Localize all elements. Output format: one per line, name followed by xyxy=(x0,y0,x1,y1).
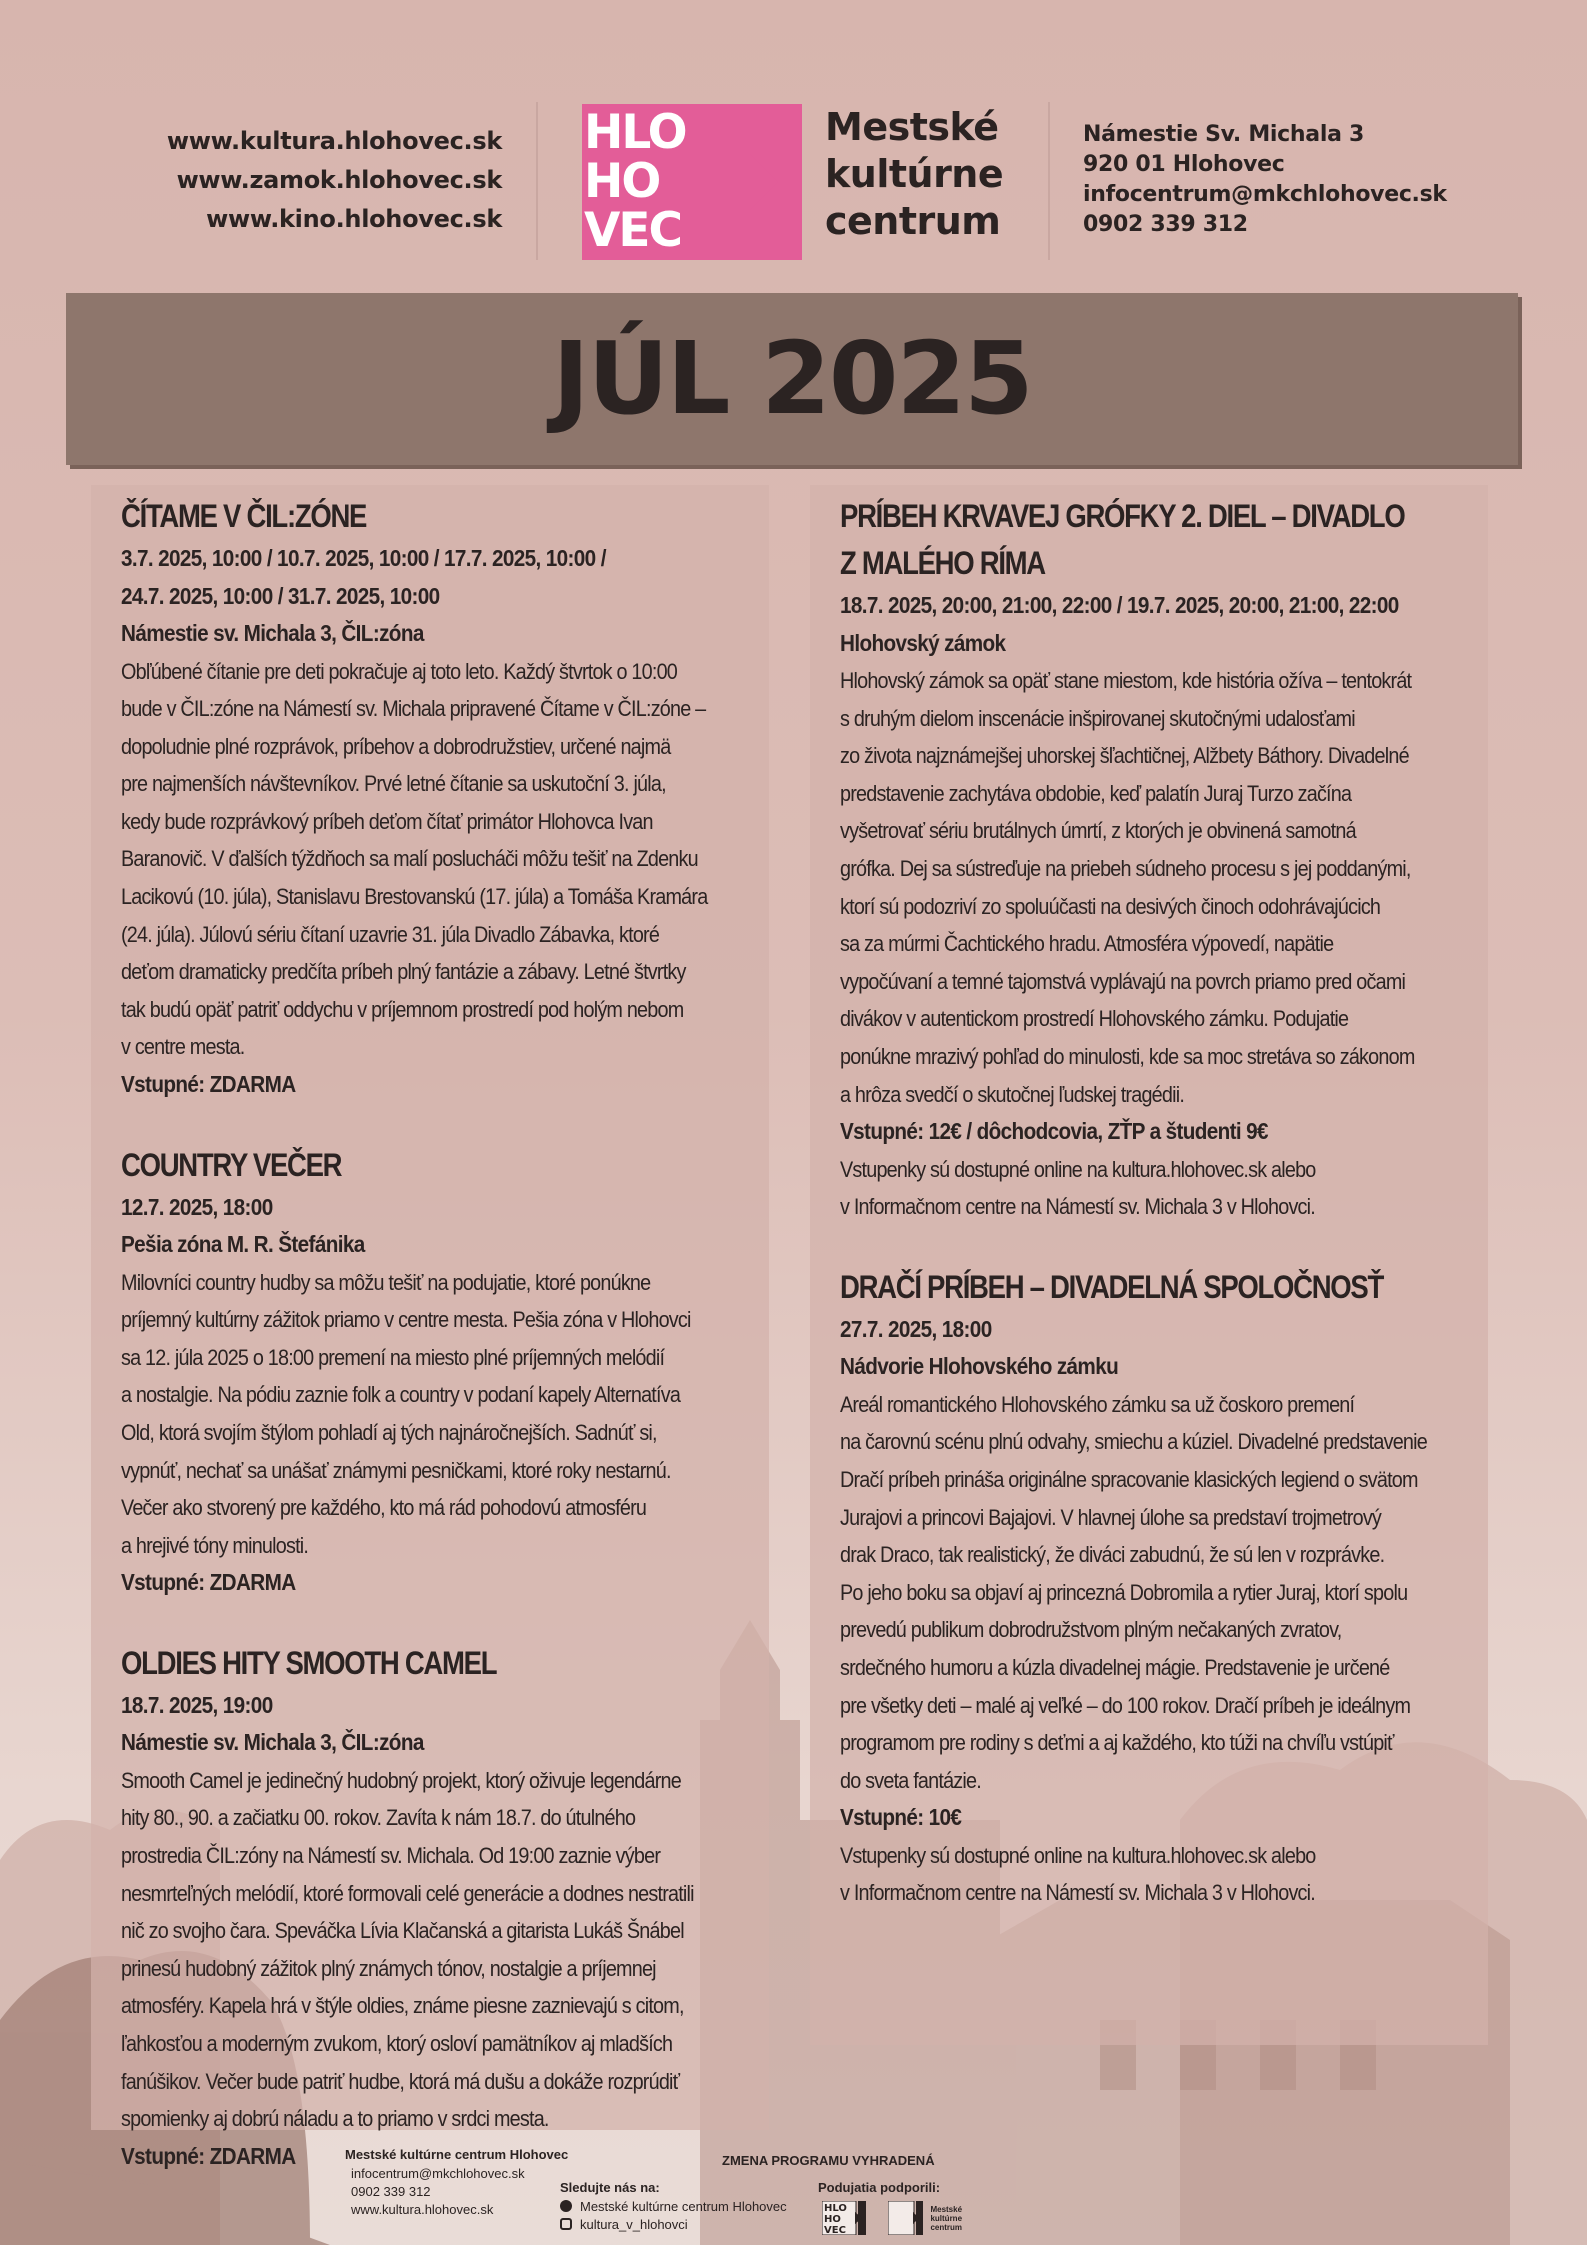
event-block xyxy=(121,493,751,1104)
footer-phone: 0902 339 312 xyxy=(351,2184,431,2199)
description-line: tak budú opäť patriť oddychu v príjemnom prostredí pod holým nebom xyxy=(121,996,684,1022)
footer-support xyxy=(818,2178,940,2198)
support-label: Podujatia podporili: xyxy=(818,2180,941,2195)
description-line: ponúkne mrazivý pohľad do minulosti, kde sa moc stretáva so zákonom xyxy=(840,1043,1415,1069)
left-events xyxy=(121,493,751,2213)
mini-logo-name-3: centrum xyxy=(930,2222,963,2232)
description-line: pre najmenších návštevníkov. Prvé letné čítanie sa uskutoční 3. júla, xyxy=(121,771,666,797)
description-line: a hrôza svedčí o skutočnej ľudskej tragédii. xyxy=(840,1081,1185,1107)
description-line: a nostalgie. Na pódiu zaznie folk a country v podaní kapely Alternatíva xyxy=(121,1382,681,1408)
logo-line-2: HO xyxy=(584,154,660,209)
ticket-note-line: v Informačnom centre na Námestí sv. Michala 3 v Hlohovci. xyxy=(840,1880,1315,1906)
event-date: 24.7. 2025, 10:00 / 31.7. 2025, 10:00 xyxy=(121,582,440,609)
description-line: Old, ktorá svojím štýlom pohladí aj tých najnáročnejších. Sadnúť si, xyxy=(121,1419,657,1445)
change-notice-text: ZMENA PROGRAMU VYHRADENÁ xyxy=(722,2153,935,2168)
footer-facebook[interactable] xyxy=(560,2198,787,2216)
description-line: a hrejivé tóny minulosti. xyxy=(121,1532,309,1558)
description-line: prevedú publikum dobrodružstvom plným nečakaných zvratov, xyxy=(840,1617,1342,1643)
mini-logo-text-2: HO xyxy=(824,2214,841,2225)
event-title: DRAČÍ PRÍBEH – DIVADELNÁ SPOLOČNOSŤ xyxy=(840,1268,1384,1305)
footer-social xyxy=(560,2178,787,2234)
right-column xyxy=(810,485,1488,2045)
ticket-note-line: Vstupenky sú dostupné online na kultura.hlohovec.sk alebo xyxy=(840,1842,1316,1868)
event-place: Nádvorie Hlohovského zámku xyxy=(840,1353,1119,1380)
header xyxy=(0,60,1587,280)
center-name xyxy=(825,104,1003,245)
description-line: bude v ČIL:zóne na Námestí sv. Michala pripravené Čítame v ČIL:zóne – xyxy=(121,696,706,722)
mini-logo-mark xyxy=(822,2201,874,2235)
center-name-line-2: kultúrne xyxy=(825,152,1004,196)
footer-change-notice xyxy=(722,2151,935,2171)
footer-mini-logos xyxy=(822,2201,972,2240)
description-line: na čarovnú scénu plnú odvahy, smiechu a kúziel. Divadelné predstavenie xyxy=(840,1429,1427,1455)
logo-text xyxy=(584,105,686,258)
description-line: vypočúvaní a temné tajomstvá vyplávajú na povrch priamo pred očami xyxy=(840,968,1406,994)
mini-logo-text-3: VEC xyxy=(824,2225,846,2235)
event-date: 12.7. 2025, 18:00 xyxy=(121,1193,273,1220)
event-title: OLDIES HITY SMOOTH CAMEL xyxy=(121,1644,497,1681)
description-line: pre všetky deti – malé aj veľké – do 100 rokov. Dračí príbeh je ideálnym xyxy=(840,1692,1411,1718)
website-links xyxy=(167,122,502,239)
description-line: Areál romantického Hlohovského zámku sa už čoskoro premení xyxy=(840,1391,1355,1417)
description-line: srdečného humoru a kúzla divadelnej mágie. Predstavenie je určené xyxy=(840,1654,1390,1680)
description-line: dopoludnie plné rozprávok, príbehov a dobrodružstiev, určené najmä xyxy=(121,733,671,759)
description-line: Smooth Camel je jedinečný hudobný projekt, ktorý oživuje legendárne xyxy=(121,1767,681,1793)
mini-logo-mark-2 xyxy=(888,2201,928,2235)
description-line: prinesú hudobný zážitok plný známych tónov, nostalgie a príjemnej xyxy=(121,1955,656,1981)
footer-email[interactable]: infocentrum@mkchlohovec.sk xyxy=(351,2166,525,2181)
event-price: Vstupné: 12€ / dôchodcovia, ZŤP a študenti 9€ xyxy=(840,1118,1268,1145)
hlohovec-logo xyxy=(582,104,802,262)
footer-web[interactable]: www.kultura.hlohovec.sk xyxy=(351,2202,494,2217)
ticket-note xyxy=(840,1151,1470,1226)
instagram-icon xyxy=(560,2218,572,2230)
event-place: Námestie sv. Michala 3, ČIL:zóna xyxy=(121,620,424,646)
description-line: vypnúť, nechať sa unášať známymi pesničkami, ktoré roky nestarnú. xyxy=(121,1457,671,1483)
description-line: spomienky aj dobrú náladu a to priamo v srdci mesta. xyxy=(121,2106,549,2132)
mini-logo-name-1: Mestské xyxy=(930,2204,963,2214)
logo-arrow-icon xyxy=(750,154,778,210)
event-place: Hlohovský zámok xyxy=(840,629,1006,656)
contact-city: 920 01 Hlohovec xyxy=(1083,152,1285,177)
mini-logo-name-2: kultúrne xyxy=(930,2213,963,2223)
description-line: zo života najznámejšej uhorskej šľachtičnej, Alžbety Báthory. Divadelné xyxy=(840,743,1409,769)
event-date: 27.7. 2025, 18:00 xyxy=(840,1315,992,1342)
description-line: Hlohovský zámok sa opäť stane miestom, kde história ožíva – tentokrát xyxy=(840,668,1412,693)
divider-right xyxy=(1048,102,1050,260)
event-description xyxy=(121,653,751,1067)
facebook-name: Mestské kultúrne centrum Hlohovec xyxy=(580,2199,787,2214)
description-line: fanúšikov. Večer bude patriť hudbe, ktorá má dušu a dokáže rozprúdiť xyxy=(121,2068,680,2094)
description-line: s druhým dielom inscenácie inšpirovanej skutočnými udalosťami xyxy=(840,705,1355,731)
description-line: vyšetrovať sériu brutálnych úmrtí, z ktorých je obvinená samotná xyxy=(840,818,1356,844)
description-line: Obľúbené čítanie pre deti pokračuje aj toto leto. Každý štvrtok o 10:00 xyxy=(121,658,678,684)
instagram-name: kultura_v_hlohovci xyxy=(580,2217,688,2232)
event-price: Vstupné: 10€ xyxy=(840,1804,962,1831)
footer-instagram[interactable] xyxy=(560,2216,787,2234)
contact-info xyxy=(1083,120,1447,240)
month-title: JÚL 2025 xyxy=(552,320,1032,437)
description-line: nič zo svojho čara. Speváčka Lívia Klačanská a gitarista Lukáš Šnábel xyxy=(121,1918,684,1944)
description-line: Milovníci country hudby sa môžu tešiť na podujatie, ktoré ponúkne xyxy=(121,1269,651,1295)
description-line: ktorí sú podozriví zo spoluúčasti na desivých činoch odohrávajúcich xyxy=(840,893,1381,919)
description-line: Lacikovú (10. júla), Stanislavu Brestovanskú (17. júla) a Tomáša Kramára xyxy=(121,884,708,910)
footer xyxy=(0,2145,1587,2245)
description-line: ľahkosťou a moderným zvukom, ktorý osloví pamätníkov aj mladších xyxy=(121,2030,673,2056)
description-line: Jurajovi a princovi Bajajovi. V hlavnej úlohe sa predstaví trojmetrový xyxy=(840,1504,1382,1530)
contact-address: Námestie Sv. Michala 3 xyxy=(1083,122,1364,147)
description-line: Baranovič. V ďalších týždňoch sa malí poslucháči môžu tešiť na Zdenku xyxy=(121,846,698,872)
description-line: hity 80., 90. a začiatku 00. rokov. Zavíta k nám 18.7. do útulného xyxy=(121,1805,636,1831)
center-name-line-1: Mestské xyxy=(825,105,999,149)
contact-phone: 0902 339 312 xyxy=(1083,212,1248,237)
description-line: Večer ako stvorený pre každého, kto má rád pohodovú atmosféru xyxy=(121,1495,647,1521)
event-block xyxy=(840,1264,1470,1912)
description-line: príjemný kultúrny zážitok priamo v centre mesta. Pešia zóna v Hlohovci xyxy=(121,1307,691,1333)
logo-line-3: VEC xyxy=(584,203,681,258)
footer-org-name: Mestské kultúrne centrum Hlohovec xyxy=(345,2147,569,2162)
center-name-line-3: centrum xyxy=(825,199,1001,243)
ticket-note xyxy=(840,1837,1470,1912)
description-line: programom pre rodiny s deťmi a aj každého, kto túži na chvíľu vstúpiť xyxy=(840,1730,1394,1756)
contact-email[interactable]: infocentrum@mkchlohovec.sk xyxy=(1083,182,1447,207)
ticket-note-line: Vstupenky sú dostupné online na kultura.hlohovec.sk alebo xyxy=(840,1156,1316,1182)
event-place: Námestie sv. Michala 3, ČIL:zóna xyxy=(121,1729,424,1756)
footer-org xyxy=(345,2145,568,2219)
event-description xyxy=(121,1762,751,2138)
facebook-icon xyxy=(560,2200,572,2212)
ticket-note-line: v Informačnom centre na Námestí sv. Michala 3 v Hlohovci. xyxy=(840,1194,1315,1220)
event-title: PRÍBEH KRVAVEJ GRÓFKY 2. DIEL – DIVADLO xyxy=(840,498,1405,534)
event-place: Pešia zóna M. R. Štefánika xyxy=(121,1231,365,1258)
description-line: Po jeho boku sa objaví aj princezná Dobromila a rytier Juraj, ktorí spolu xyxy=(840,1579,1408,1605)
description-line: atmosféry. Kapela hrá v štýle oldies, známe piesne zaznievajú s citom, xyxy=(121,1993,684,2019)
event-block xyxy=(121,1142,751,1602)
description-line: grófka. Dej sa sústreďuje na priebeh súdneho procesu s jej poddanými, xyxy=(840,855,1411,881)
mini-logo-text-1: HLO xyxy=(824,2203,847,2214)
description-line: divákov v autentickom prostredí Hlohovského zámku. Podujatie xyxy=(840,1006,1349,1032)
description-line: Dračí príbeh prináša originálne spracovanie klasických legiend o svätom xyxy=(840,1467,1418,1492)
description-line: predstavenie zachytáva obdobie, keď palatín Juraj Turzo začína xyxy=(840,780,1352,806)
mini-logo-1 xyxy=(822,2201,874,2240)
description-line: sa 12. júla 2025 o 18:00 premení na miesto plné príjemných melódií xyxy=(121,1344,665,1370)
event-date: 18.7. 2025, 20:00, 21:00, 22:00 / 19.7. 2025, 20:00, 21:00, 22:00 xyxy=(840,592,1399,618)
description-line: sa za múrmi Čachtického hradu. Atmosféra výpovedí, napätie xyxy=(840,931,1334,957)
divider-left xyxy=(536,102,538,260)
mini-logo-name xyxy=(930,2205,962,2232)
event-description xyxy=(840,662,1470,1113)
event-title: COUNTRY VEČER xyxy=(121,1146,342,1183)
event-description xyxy=(840,1386,1470,1800)
url-zamok[interactable]: www.zamok.hlohovec.sk xyxy=(176,166,502,194)
description-line: drak Draco, tak realistický, že diváci zabudnú, že sú len v rozprávke. xyxy=(840,1542,1385,1568)
event-description xyxy=(121,1264,751,1565)
event-date: 3.7. 2025, 10:00 / 10.7. 2025, 10:00 / 17.7. 2025, 10:00 / xyxy=(121,545,606,571)
month-banner xyxy=(66,293,1518,465)
description-line: (24. júla). Júlovú sériu čítaní uzavrie 31. júla Divadlo Zábavka, ktoré xyxy=(121,921,660,947)
event-price: Vstupné: ZDARMA xyxy=(121,1569,296,1596)
description-line: nesmrteľných melódií, ktoré formovali celé generácie a dodnes nestratili xyxy=(121,1880,694,1906)
event-title: Z MALÉHO RÍMA xyxy=(840,545,1045,581)
event-date: 18.7. 2025, 19:00 xyxy=(121,1691,273,1718)
event-title: ČÍTAME V ČIL:ZÓNE xyxy=(121,498,367,534)
description-line: v centre mesta. xyxy=(121,1034,245,1060)
event-price: Vstupné: ZDARMA xyxy=(121,2142,296,2169)
url-kino[interactable]: www.kino.hlohovec.sk xyxy=(206,205,502,233)
event-block xyxy=(840,493,1470,1226)
description-line: prostredia ČIL:zóny na Námestí sv. Michala. Od 19:00 zaznie výber xyxy=(121,1842,661,1868)
footer-follow-label: Sledujte nás na: xyxy=(560,2180,660,2195)
description-line: do sveta fantázie. xyxy=(840,1767,981,1793)
event-price: Vstupné: ZDARMA xyxy=(121,1071,296,1098)
right-events xyxy=(840,493,1470,1950)
logo-line-1: HLO xyxy=(584,105,686,160)
url-kultura[interactable]: www.kultura.hlohovec.sk xyxy=(166,127,502,155)
event-block xyxy=(121,1640,751,2175)
description-line: deťom dramaticky predčíta príbeh plný fantázie a zábavy. Letné štvrtky xyxy=(121,959,686,985)
mini-logo-2 xyxy=(888,2201,962,2235)
description-line: kedy bude rozprávkový príbeh deťom čítať primátor Hlohovca Ivan xyxy=(121,808,653,834)
